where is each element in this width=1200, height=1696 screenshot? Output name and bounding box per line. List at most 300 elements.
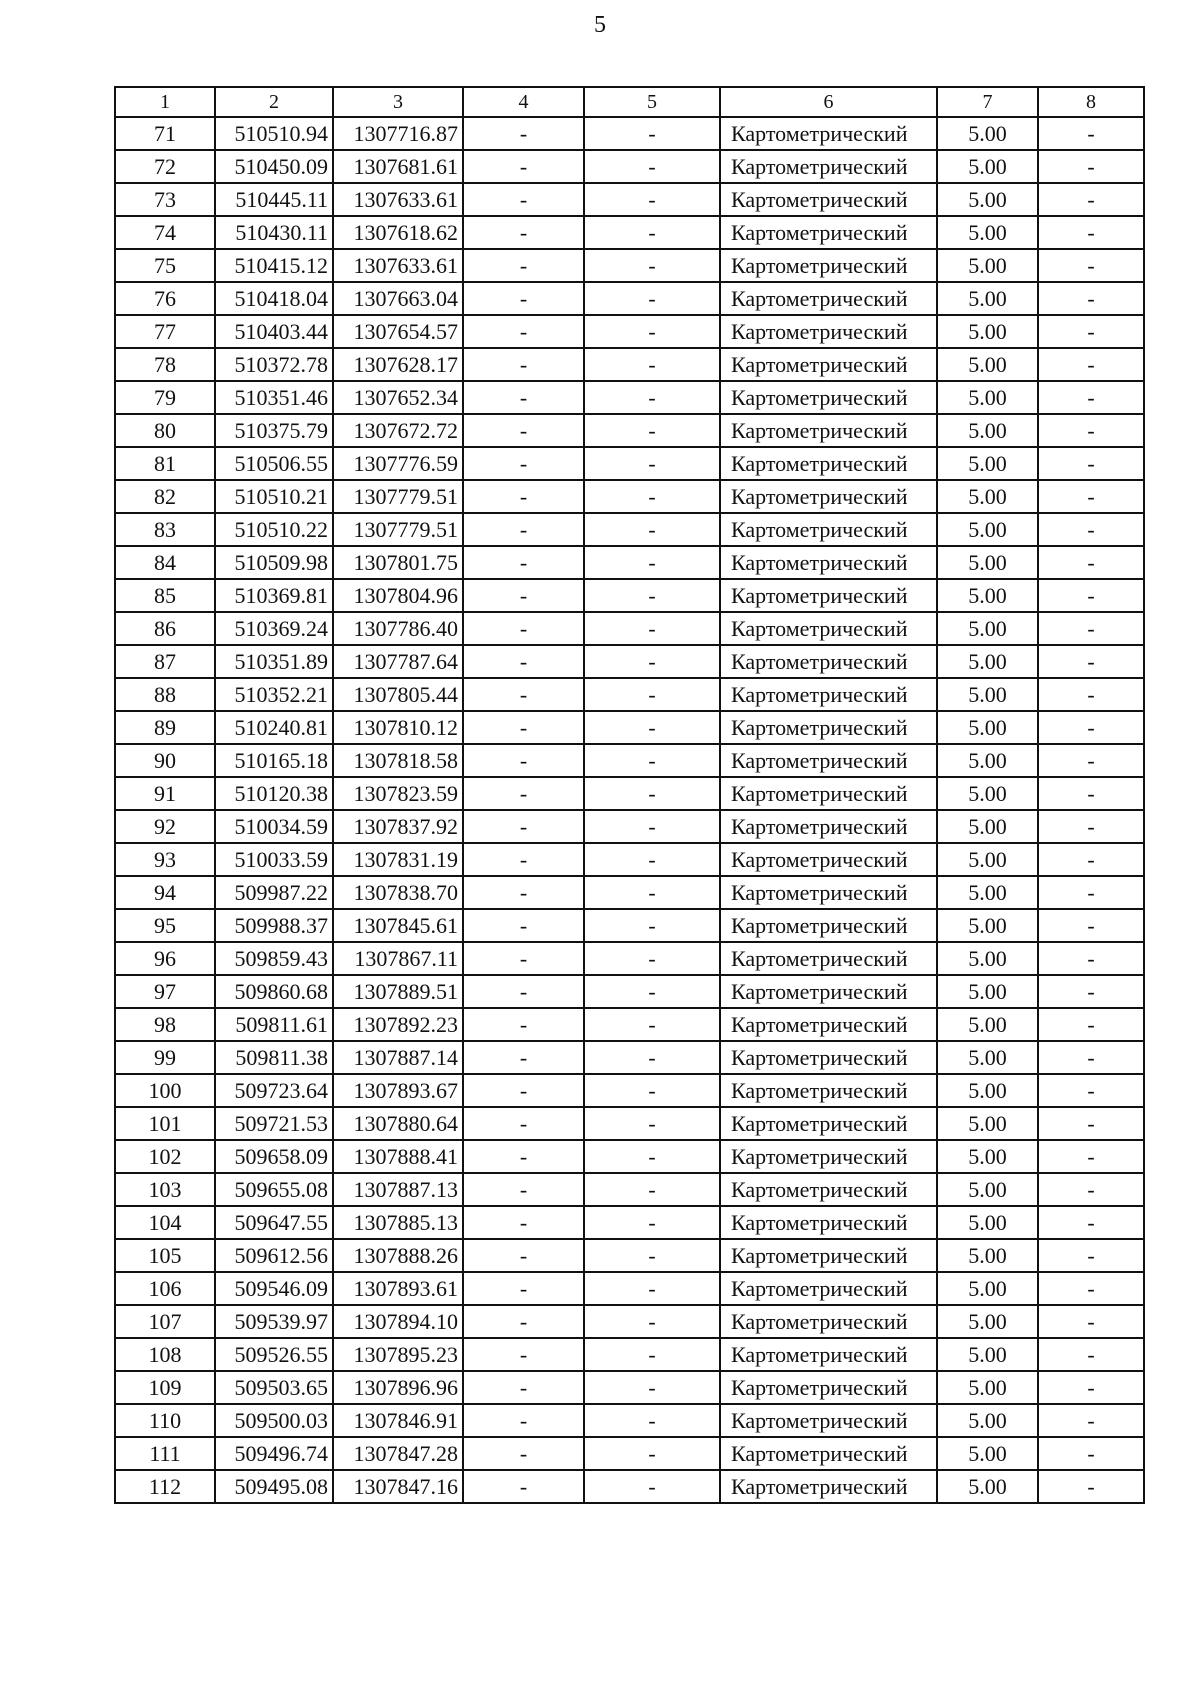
- column-5-cell: -: [584, 216, 720, 249]
- column-5-cell: -: [584, 1305, 720, 1338]
- column-5-cell: -: [584, 1338, 720, 1371]
- column-8-cell: -: [1038, 414, 1144, 447]
- column-4-cell: -: [463, 1404, 584, 1437]
- column-4-cell: -: [463, 1074, 584, 1107]
- y-coordinate-cell: 1307804.96: [333, 579, 463, 612]
- accuracy-cell: 5.00: [937, 381, 1038, 414]
- method-cell: Картометрический: [720, 249, 937, 282]
- table-row: [115, 1272, 1144, 1305]
- column-8-cell: -: [1038, 282, 1144, 315]
- table-row: [115, 612, 1144, 645]
- column-5-cell: -: [584, 777, 720, 810]
- y-coordinate-cell: 1307896.96: [333, 1371, 463, 1404]
- column-4-cell: -: [463, 1470, 584, 1503]
- column-5-cell: -: [584, 381, 720, 414]
- x-coordinate-cell: 509539.97: [215, 1305, 333, 1338]
- point-number-cell: 109: [115, 1371, 215, 1404]
- x-coordinate-cell: 510240.81: [215, 711, 333, 744]
- y-coordinate-cell: 1307888.26: [333, 1239, 463, 1272]
- method-cell: Картометрический: [720, 975, 937, 1008]
- column-8-cell: -: [1038, 1239, 1144, 1272]
- x-coordinate-cell: 510510.94: [215, 117, 333, 150]
- column-5-cell: -: [584, 414, 720, 447]
- y-coordinate-cell: 1307663.04: [333, 282, 463, 315]
- point-number-cell: 101: [115, 1107, 215, 1140]
- table-row: [115, 777, 1144, 810]
- column-5-cell: -: [584, 1404, 720, 1437]
- table-row: [115, 1470, 1144, 1503]
- column-8-cell: -: [1038, 1074, 1144, 1107]
- y-coordinate-cell: 1307847.16: [333, 1470, 463, 1503]
- point-number-cell: 71: [115, 117, 215, 150]
- point-number-cell: 84: [115, 546, 215, 579]
- y-coordinate-cell: 1307716.87: [333, 117, 463, 150]
- y-coordinate-cell: 1307633.61: [333, 183, 463, 216]
- column-header: 2: [215, 87, 333, 117]
- table-row: [115, 282, 1144, 315]
- table-row: [115, 942, 1144, 975]
- accuracy-cell: 5.00: [937, 117, 1038, 150]
- point-number-cell: 112: [115, 1470, 215, 1503]
- method-cell: Картометрический: [720, 480, 937, 513]
- accuracy-cell: 5.00: [937, 1239, 1038, 1272]
- y-coordinate-cell: 1307889.51: [333, 975, 463, 1008]
- table-row: [115, 150, 1144, 183]
- method-cell: Картометрический: [720, 612, 937, 645]
- column-header: 1: [115, 87, 215, 117]
- accuracy-cell: 5.00: [937, 1008, 1038, 1041]
- column-4-cell: -: [463, 1272, 584, 1305]
- column-5-cell: -: [584, 645, 720, 678]
- column-8-cell: -: [1038, 876, 1144, 909]
- column-4-cell: -: [463, 1338, 584, 1371]
- method-cell: Картометрический: [720, 777, 937, 810]
- column-5-cell: -: [584, 975, 720, 1008]
- column-4-cell: -: [463, 1305, 584, 1338]
- x-coordinate-cell: 509503.65: [215, 1371, 333, 1404]
- accuracy-cell: 5.00: [937, 1437, 1038, 1470]
- accuracy-cell: 5.00: [937, 1470, 1038, 1503]
- column-5-cell: -: [584, 744, 720, 777]
- x-coordinate-cell: 510430.11: [215, 216, 333, 249]
- accuracy-cell: 5.00: [937, 909, 1038, 942]
- point-number-cell: 91: [115, 777, 215, 810]
- x-coordinate-cell: 509658.09: [215, 1140, 333, 1173]
- point-number-cell: 83: [115, 513, 215, 546]
- method-cell: Картометрический: [720, 1008, 937, 1041]
- point-number-cell: 78: [115, 348, 215, 381]
- column-8-cell: -: [1038, 1305, 1144, 1338]
- method-cell: Картометрический: [720, 1239, 937, 1272]
- y-coordinate-cell: 1307628.17: [333, 348, 463, 381]
- y-coordinate-cell: 1307837.92: [333, 810, 463, 843]
- y-coordinate-cell: 1307823.59: [333, 777, 463, 810]
- column-5-cell: -: [584, 678, 720, 711]
- x-coordinate-cell: 509500.03: [215, 1404, 333, 1437]
- table-row: [115, 1305, 1144, 1338]
- method-cell: Картометрический: [720, 1206, 937, 1239]
- x-coordinate-cell: 509859.43: [215, 942, 333, 975]
- x-coordinate-cell: 510034.59: [215, 810, 333, 843]
- method-cell: Картометрический: [720, 711, 937, 744]
- y-coordinate-cell: 1307831.19: [333, 843, 463, 876]
- x-coordinate-cell: 509811.61: [215, 1008, 333, 1041]
- point-number-cell: 87: [115, 645, 215, 678]
- table-row: [115, 975, 1144, 1008]
- x-coordinate-cell: 510506.55: [215, 447, 333, 480]
- column-4-cell: -: [463, 777, 584, 810]
- column-4-cell: -: [463, 381, 584, 414]
- column-8-cell: -: [1038, 1437, 1144, 1470]
- accuracy-cell: 5.00: [937, 1206, 1038, 1239]
- accuracy-cell: 5.00: [937, 183, 1038, 216]
- x-coordinate-cell: 510352.21: [215, 678, 333, 711]
- column-5-cell: -: [584, 711, 720, 744]
- accuracy-cell: 5.00: [937, 150, 1038, 183]
- column-8-cell: -: [1038, 216, 1144, 249]
- column-4-cell: -: [463, 1371, 584, 1404]
- method-cell: Картометрический: [720, 1074, 937, 1107]
- y-coordinate-cell: 1307888.41: [333, 1140, 463, 1173]
- column-4-cell: -: [463, 843, 584, 876]
- accuracy-cell: 5.00: [937, 744, 1038, 777]
- point-number-cell: 82: [115, 480, 215, 513]
- x-coordinate-cell: 509495.08: [215, 1470, 333, 1503]
- y-coordinate-cell: 1307786.40: [333, 612, 463, 645]
- column-4-cell: -: [463, 711, 584, 744]
- point-number-cell: 93: [115, 843, 215, 876]
- accuracy-cell: 5.00: [937, 810, 1038, 843]
- table-row: [115, 1338, 1144, 1371]
- column-8-cell: -: [1038, 711, 1144, 744]
- accuracy-cell: 5.00: [937, 975, 1038, 1008]
- accuracy-cell: 5.00: [937, 1404, 1038, 1437]
- column-5-cell: -: [584, 1206, 720, 1239]
- x-coordinate-cell: 509546.09: [215, 1272, 333, 1305]
- accuracy-cell: 5.00: [937, 282, 1038, 315]
- point-number-cell: 73: [115, 183, 215, 216]
- y-coordinate-cell: 1307895.23: [333, 1338, 463, 1371]
- accuracy-cell: 5.00: [937, 1272, 1038, 1305]
- point-number-cell: 98: [115, 1008, 215, 1041]
- column-8-cell: -: [1038, 249, 1144, 282]
- accuracy-cell: 5.00: [937, 1074, 1038, 1107]
- y-coordinate-cell: 1307894.10: [333, 1305, 463, 1338]
- column-5-cell: -: [584, 1074, 720, 1107]
- column-8-cell: -: [1038, 678, 1144, 711]
- column-5-cell: -: [584, 1371, 720, 1404]
- column-5-cell: -: [584, 546, 720, 579]
- x-coordinate-cell: 510351.46: [215, 381, 333, 414]
- x-coordinate-cell: 510372.78: [215, 348, 333, 381]
- y-coordinate-cell: 1307801.75: [333, 546, 463, 579]
- column-5-cell: -: [584, 1470, 720, 1503]
- column-4-cell: -: [463, 876, 584, 909]
- point-number-cell: 96: [115, 942, 215, 975]
- column-4-cell: -: [463, 1107, 584, 1140]
- point-number-cell: 75: [115, 249, 215, 282]
- column-5-cell: -: [584, 183, 720, 216]
- method-cell: Картометрический: [720, 1437, 937, 1470]
- y-coordinate-cell: 1307887.14: [333, 1041, 463, 1074]
- y-coordinate-cell: 1307880.64: [333, 1107, 463, 1140]
- table-row: [115, 579, 1144, 612]
- method-cell: Картометрический: [720, 117, 937, 150]
- column-5-cell: -: [584, 1008, 720, 1041]
- table-row: [115, 183, 1144, 216]
- column-8-cell: -: [1038, 348, 1144, 381]
- y-coordinate-cell: 1307654.57: [333, 315, 463, 348]
- x-coordinate-cell: 509721.53: [215, 1107, 333, 1140]
- y-coordinate-cell: 1307845.61: [333, 909, 463, 942]
- y-coordinate-cell: 1307633.61: [333, 249, 463, 282]
- column-4-cell: -: [463, 117, 584, 150]
- column-4-cell: -: [463, 942, 584, 975]
- point-number-cell: 90: [115, 744, 215, 777]
- x-coordinate-cell: 510351.89: [215, 645, 333, 678]
- column-4-cell: -: [463, 678, 584, 711]
- column-8-cell: -: [1038, 942, 1144, 975]
- point-number-cell: 95: [115, 909, 215, 942]
- table-row: [115, 348, 1144, 381]
- column-4-cell: -: [463, 579, 584, 612]
- table-row: [115, 1173, 1144, 1206]
- point-number-cell: 108: [115, 1338, 215, 1371]
- table-row: [115, 381, 1144, 414]
- method-cell: Картометрический: [720, 1173, 937, 1206]
- column-4-cell: -: [463, 612, 584, 645]
- method-cell: Картометрический: [720, 414, 937, 447]
- table-row: [115, 744, 1144, 777]
- column-8-cell: -: [1038, 1041, 1144, 1074]
- accuracy-cell: 5.00: [937, 645, 1038, 678]
- column-8-cell: -: [1038, 381, 1144, 414]
- point-number-cell: 76: [115, 282, 215, 315]
- point-number-cell: 99: [115, 1041, 215, 1074]
- column-5-cell: -: [584, 1173, 720, 1206]
- point-number-cell: 77: [115, 315, 215, 348]
- column-8-cell: -: [1038, 1470, 1144, 1503]
- point-number-cell: 86: [115, 612, 215, 645]
- point-number-cell: 110: [115, 1404, 215, 1437]
- method-cell: Картометрический: [720, 579, 937, 612]
- x-coordinate-cell: 510403.44: [215, 315, 333, 348]
- point-number-cell: 74: [115, 216, 215, 249]
- column-5-cell: -: [584, 249, 720, 282]
- method-cell: Картометрический: [720, 546, 937, 579]
- y-coordinate-cell: 1307779.51: [333, 480, 463, 513]
- method-cell: Картометрический: [720, 942, 937, 975]
- point-number-cell: 104: [115, 1206, 215, 1239]
- method-cell: Картометрический: [720, 447, 937, 480]
- column-4-cell: -: [463, 315, 584, 348]
- column-8-cell: -: [1038, 1107, 1144, 1140]
- column-4-cell: -: [463, 810, 584, 843]
- table-row: [115, 645, 1144, 678]
- column-4-cell: -: [463, 645, 584, 678]
- accuracy-cell: 5.00: [937, 942, 1038, 975]
- x-coordinate-cell: 509526.55: [215, 1338, 333, 1371]
- y-coordinate-cell: 1307887.13: [333, 1173, 463, 1206]
- column-8-cell: -: [1038, 1206, 1144, 1239]
- table-row: [115, 1074, 1144, 1107]
- table-row: [115, 117, 1144, 150]
- column-8-cell: -: [1038, 744, 1144, 777]
- table-row: [115, 1041, 1144, 1074]
- y-coordinate-cell: 1307681.61: [333, 150, 463, 183]
- method-cell: Картометрический: [720, 1371, 937, 1404]
- column-8-cell: -: [1038, 447, 1144, 480]
- column-5-cell: -: [584, 579, 720, 612]
- x-coordinate-cell: 510415.12: [215, 249, 333, 282]
- table-row: [115, 810, 1144, 843]
- point-number-cell: 72: [115, 150, 215, 183]
- column-header: 8: [1038, 87, 1144, 117]
- column-4-cell: -: [463, 513, 584, 546]
- accuracy-cell: 5.00: [937, 1338, 1038, 1371]
- column-4-cell: -: [463, 1239, 584, 1272]
- x-coordinate-cell: 510369.24: [215, 612, 333, 645]
- table-row: [115, 1239, 1144, 1272]
- method-cell: Картометрический: [720, 810, 937, 843]
- column-8-cell: -: [1038, 612, 1144, 645]
- table-row: [115, 1437, 1144, 1470]
- column-5-cell: -: [584, 843, 720, 876]
- y-coordinate-cell: 1307892.23: [333, 1008, 463, 1041]
- column-4-cell: -: [463, 1173, 584, 1206]
- column-5-cell: -: [584, 150, 720, 183]
- column-5-cell: -: [584, 1272, 720, 1305]
- column-5-cell: -: [584, 942, 720, 975]
- y-coordinate-cell: 1307893.67: [333, 1074, 463, 1107]
- method-cell: Картометрический: [720, 1041, 937, 1074]
- column-8-cell: -: [1038, 975, 1144, 1008]
- point-number-cell: 92: [115, 810, 215, 843]
- column-8-cell: -: [1038, 1404, 1144, 1437]
- accuracy-cell: 5.00: [937, 348, 1038, 381]
- method-cell: Картометрический: [720, 1140, 937, 1173]
- y-coordinate-cell: 1307652.34: [333, 381, 463, 414]
- header-row: [115, 87, 1144, 117]
- column-4-cell: -: [463, 447, 584, 480]
- column-8-cell: -: [1038, 1272, 1144, 1305]
- method-cell: Картометрический: [720, 1338, 937, 1371]
- y-coordinate-cell: 1307893.61: [333, 1272, 463, 1305]
- column-4-cell: -: [463, 150, 584, 183]
- column-5-cell: -: [584, 909, 720, 942]
- table-body: [115, 117, 1144, 1503]
- accuracy-cell: 5.00: [937, 843, 1038, 876]
- column-8-cell: -: [1038, 546, 1144, 579]
- column-header: 7: [937, 87, 1038, 117]
- method-cell: Картометрический: [720, 1272, 937, 1305]
- y-coordinate-cell: 1307818.58: [333, 744, 463, 777]
- accuracy-cell: 5.00: [937, 249, 1038, 282]
- accuracy-cell: 5.00: [937, 1140, 1038, 1173]
- column-header: 4: [463, 87, 584, 117]
- column-8-cell: -: [1038, 1140, 1144, 1173]
- x-coordinate-cell: 510509.98: [215, 546, 333, 579]
- column-8-cell: -: [1038, 480, 1144, 513]
- column-8-cell: -: [1038, 810, 1144, 843]
- accuracy-cell: 5.00: [937, 1173, 1038, 1206]
- accuracy-cell: 5.00: [937, 447, 1038, 480]
- table-row: [115, 1371, 1144, 1404]
- point-number-cell: 81: [115, 447, 215, 480]
- point-number-cell: 106: [115, 1272, 215, 1305]
- column-4-cell: -: [463, 975, 584, 1008]
- x-coordinate-cell: 510369.81: [215, 579, 333, 612]
- y-coordinate-cell: 1307846.91: [333, 1404, 463, 1437]
- table-row: [115, 1140, 1144, 1173]
- table-row: [115, 315, 1144, 348]
- column-4-cell: -: [463, 183, 584, 216]
- point-number-cell: 79: [115, 381, 215, 414]
- x-coordinate-cell: 509987.22: [215, 876, 333, 909]
- column-4-cell: -: [463, 480, 584, 513]
- column-5-cell: -: [584, 480, 720, 513]
- column-header: 5: [584, 87, 720, 117]
- table-row: [115, 909, 1144, 942]
- column-8-cell: -: [1038, 777, 1144, 810]
- column-5-cell: -: [584, 1140, 720, 1173]
- column-4-cell: -: [463, 1041, 584, 1074]
- point-number-cell: 103: [115, 1173, 215, 1206]
- table-row: [115, 843, 1144, 876]
- page-number: 5: [594, 12, 606, 38]
- table-row: [115, 447, 1144, 480]
- x-coordinate-cell: 510445.11: [215, 183, 333, 216]
- accuracy-cell: 5.00: [937, 513, 1038, 546]
- column-4-cell: -: [463, 1437, 584, 1470]
- x-coordinate-cell: 509723.64: [215, 1074, 333, 1107]
- column-5-cell: -: [584, 315, 720, 348]
- accuracy-cell: 5.00: [937, 777, 1038, 810]
- column-5-cell: -: [584, 612, 720, 645]
- accuracy-cell: 5.00: [937, 579, 1038, 612]
- point-number-cell: 111: [115, 1437, 215, 1470]
- method-cell: Картометрический: [720, 348, 937, 381]
- method-cell: Картометрический: [720, 909, 937, 942]
- column-4-cell: -: [463, 348, 584, 381]
- y-coordinate-cell: 1307805.44: [333, 678, 463, 711]
- method-cell: Картометрический: [720, 183, 937, 216]
- column-4-cell: -: [463, 282, 584, 315]
- column-8-cell: -: [1038, 909, 1144, 942]
- x-coordinate-cell: 510418.04: [215, 282, 333, 315]
- accuracy-cell: 5.00: [937, 414, 1038, 447]
- table-row: [115, 414, 1144, 447]
- point-number-cell: 105: [115, 1239, 215, 1272]
- x-coordinate-cell: 509988.37: [215, 909, 333, 942]
- method-cell: Картометрический: [720, 1107, 937, 1140]
- column-5-cell: -: [584, 513, 720, 546]
- method-cell: Картометрический: [720, 876, 937, 909]
- column-5-cell: -: [584, 876, 720, 909]
- point-number-cell: 100: [115, 1074, 215, 1107]
- x-coordinate-cell: 509860.68: [215, 975, 333, 1008]
- table-row: [115, 1206, 1144, 1239]
- accuracy-cell: 5.00: [937, 876, 1038, 909]
- method-cell: Картометрический: [720, 216, 937, 249]
- x-coordinate-cell: 509655.08: [215, 1173, 333, 1206]
- column-5-cell: -: [584, 1437, 720, 1470]
- accuracy-cell: 5.00: [937, 1107, 1038, 1140]
- point-number-cell: 102: [115, 1140, 215, 1173]
- x-coordinate-cell: 509612.56: [215, 1239, 333, 1272]
- x-coordinate-cell: 510450.09: [215, 150, 333, 183]
- column-5-cell: -: [584, 117, 720, 150]
